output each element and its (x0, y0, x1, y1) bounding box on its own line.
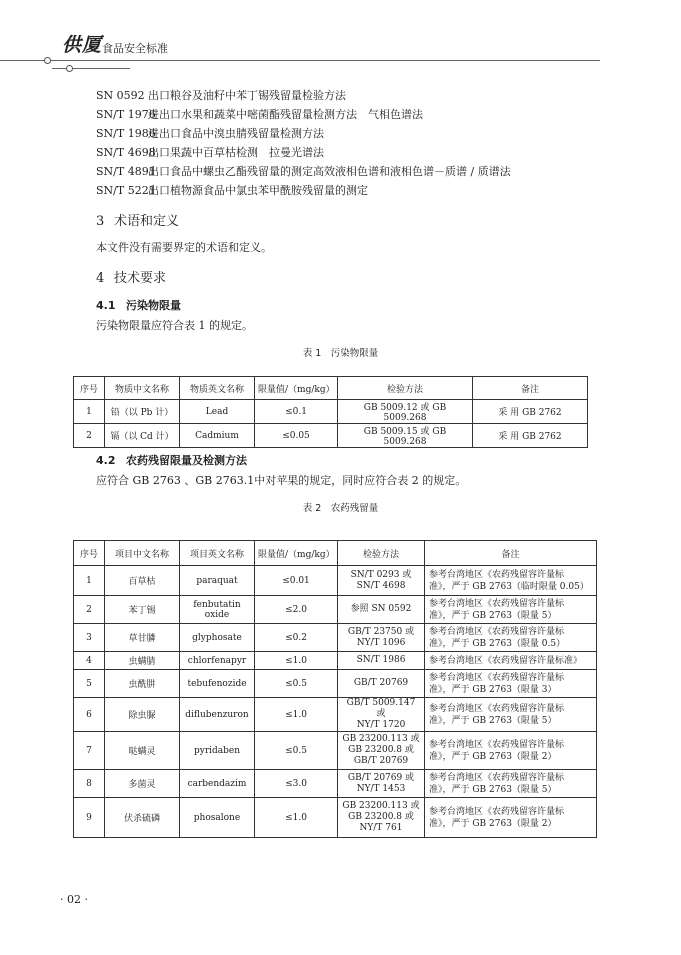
table-header-row (74, 541, 597, 566)
cell-method (338, 798, 425, 838)
cell-no: 6 (74, 698, 105, 732)
cell-method (338, 770, 425, 798)
cell-en-name: paraquat (180, 566, 255, 596)
cell-limit: ≤1.0 (255, 652, 338, 670)
method-line: NY/T 1720 (356, 720, 406, 730)
col-header: 备注 (425, 541, 597, 566)
cell-note (425, 652, 597, 670)
cell-no: 5 (74, 670, 105, 698)
table-row (74, 670, 597, 698)
cell-en-name: Cadmium (180, 424, 255, 448)
cell-cn-name: 虫酰肼 (105, 670, 180, 698)
header-ornament-dot (66, 65, 73, 72)
logo-text: 食品安全标准 (102, 42, 168, 55)
cell-note (425, 670, 597, 698)
reference-title: 出口果蔬中百草枯检测 拉曼光谱法 (148, 146, 324, 159)
page-header (0, 0, 681, 75)
cell-note (425, 732, 597, 770)
cell-note (425, 624, 597, 652)
method-line: SN/T 0293 或 (350, 569, 412, 580)
note-line: 准》，严于 GB 2763（限量 2） (429, 751, 557, 762)
section-4-2-heading (96, 452, 247, 468)
section-title: 术语和定义 (114, 214, 180, 229)
table-row (74, 698, 597, 732)
col-header: 备注 (473, 377, 588, 400)
reference-code: SN/T 1986 (96, 127, 156, 140)
cell-no: 2 (74, 596, 105, 624)
method-line: GB 23200.113 或 (342, 734, 420, 744)
reference-title: 出口食品中螺虫乙酯残留量的测定高效液相色谱和液相色谱－质谱 / 质谱法 (148, 165, 511, 178)
reference-code: SN/T 5221 (96, 184, 156, 197)
table-header-row (74, 377, 588, 400)
reference-title: 出口植物源食品中氯虫苯甲酰胺残留量的测定 (148, 184, 368, 197)
cell-method (338, 652, 425, 670)
reference-code: SN/T 4698 (96, 146, 156, 159)
note-line: 参考台湾地区《农药残留容许量标 (429, 626, 565, 637)
normative-references (96, 86, 511, 200)
table-1-caption: 表 1 污染物限量 (302, 348, 379, 359)
section-4-1-heading (96, 297, 181, 313)
note-line: 参考台湾地区《农药残留容许量标 (429, 569, 565, 580)
cell-en-name: carbendazim (180, 770, 255, 798)
col-header: 检验方法 (338, 541, 425, 566)
reference-code: SN/T 1976 (96, 108, 156, 121)
table-row (74, 400, 588, 424)
header-rule (0, 60, 600, 61)
cell-note (425, 566, 597, 596)
cell-note: 采 用 GB 2762 (473, 424, 588, 448)
cell-en-name: phosalone (180, 798, 255, 838)
table-1-contaminants (73, 376, 588, 448)
cell-method (338, 566, 425, 596)
cell-limit: ≤0.01 (255, 566, 338, 596)
cell-method (338, 596, 425, 624)
cell-en-name: Lead (180, 400, 255, 424)
cell-cn-name: 多菌灵 (105, 770, 180, 798)
cell-no: 4 (74, 652, 105, 670)
section-3-body: 本文件没有需要界定的术语和定义。 (96, 241, 272, 254)
col-header: 限量值/（mg/kg） (255, 541, 338, 566)
col-header: 检验方法 (338, 377, 473, 400)
col-header: 序号 (74, 377, 105, 400)
cell-en-name: chlorfenapyr (180, 652, 255, 670)
method-line: GB 23200.8 或 (348, 745, 414, 755)
cell-limit: ≤3.0 (255, 770, 338, 798)
cell-limit: ≤0.5 (255, 670, 338, 698)
cell-note: 采 用 GB 2762 (473, 400, 588, 424)
note-line: 准》，严于 GB 2763（限量 5） (429, 715, 557, 726)
note-line: 参考台湾地区《农药残留容许量标 (429, 703, 565, 714)
cell-method (338, 670, 425, 698)
note-line: 参考台湾地区《农药残留容许量标 (429, 806, 565, 817)
method-line: SN/T 4698 (356, 580, 406, 591)
section-3-heading (96, 210, 179, 229)
note-line: 参考台湾地区《农药残留容许量标 (429, 672, 565, 683)
col-header: 物质英文名称 (180, 377, 255, 400)
header-ornament-dot (44, 57, 51, 64)
method-line: SN/T 1986 (356, 655, 406, 665)
method-line: NY/T 761 (359, 823, 403, 833)
cell-no: 1 (74, 400, 105, 424)
section-4-1-body: 污染物限量应符合表 1 的规定。 (96, 319, 253, 332)
cell-no: 7 (74, 732, 105, 770)
cell-note (425, 798, 597, 838)
reference-row (96, 143, 511, 162)
logo-script: 供厦 (62, 34, 103, 56)
cell-limit: ≤0.2 (255, 624, 338, 652)
cell-note (425, 698, 597, 732)
table-row (74, 424, 588, 448)
note-line: 准》，严于 GB 2763（限量 3） (429, 684, 557, 695)
page-number: · 02 · (60, 893, 88, 906)
cell-method: GB 5009.15 或 GB 5009.268 (338, 424, 473, 448)
note-line: 参考台湾地区《农药残留容许量标准》 (429, 655, 583, 666)
note-line: 参考台湾地区《农药残留容许量标 (429, 739, 565, 750)
reference-title: 出口粮谷及油籽中苯丁锡残留量检验方法 (148, 89, 346, 102)
cell-limit: ≤0.05 (255, 424, 338, 448)
cell-no: 1 (74, 566, 105, 596)
reference-row (96, 181, 511, 200)
section-number: 4 (96, 271, 105, 286)
note-line: 准》，严于 GB 2763（限量 2） (429, 818, 557, 829)
section-title: 污染物限量 (126, 299, 181, 312)
cell-method (338, 624, 425, 652)
method-line: GB 23200.8 或 (348, 812, 414, 822)
cell-method (338, 698, 425, 732)
section-number: 4.2 (96, 454, 116, 467)
cell-cn-name: 镉（以 Cd 计） (105, 424, 180, 448)
cell-no: 2 (74, 424, 105, 448)
section-title: 农药残留限量及检测方法 (126, 454, 247, 467)
cell-note (425, 770, 597, 798)
table-2-pesticide-residues (73, 540, 597, 838)
cell-limit: ≤0.1 (255, 400, 338, 424)
note-line: 参考台湾地区《农药残留容许量标 (429, 598, 565, 609)
cell-limit: ≤2.0 (255, 596, 338, 624)
note-line: 参考台湾地区《农药残留容许量标 (429, 772, 565, 783)
table-2-caption: 表 2 农药残留量 (302, 503, 379, 514)
method-line: GB/T 5009.147 或 (346, 698, 416, 719)
table-row (74, 732, 597, 770)
cell-en-name: diflubenzuron (180, 698, 255, 732)
cell-en-name: fenbutatin oxide (180, 596, 255, 624)
cell-no: 8 (74, 770, 105, 798)
reference-row (96, 162, 511, 181)
cell-cn-name: 苯丁锡 (105, 596, 180, 624)
cell-cn-name: 伏杀硫磷 (105, 798, 180, 838)
section-4-2-body: 应符合 GB 2763 、GB 2763.1中对苹果的规定，同时应符合表 2 的规定。 (96, 474, 467, 487)
reference-title: 进出口水果和蔬菜中嘧菌酯残留量检测方法 气相色谱法 (148, 108, 423, 121)
method-line: GB/T 20769 (353, 678, 409, 688)
cell-method: GB 5009.12 或 GB 5009.268 (338, 400, 473, 424)
method-line: NY/T 1453 (356, 783, 406, 794)
cell-method (338, 732, 425, 770)
header-rule-short (52, 68, 130, 69)
reference-code: SN 0592 (96, 89, 145, 102)
col-header: 序号 (74, 541, 105, 566)
cell-limit: ≤0.5 (255, 732, 338, 770)
section-number: 3 (96, 214, 105, 229)
table-row (74, 596, 597, 624)
col-header: 物质中文名称 (105, 377, 180, 400)
note-line: 准》，严于 GB 2763（限量 5） (429, 610, 557, 621)
col-header: 项目中文名称 (105, 541, 180, 566)
method-line: GB/T 20769 或 (347, 772, 415, 783)
method-line: NY/T 1096 (356, 637, 406, 648)
cell-en-name: glyphosate (180, 624, 255, 652)
col-header: 项目英文名称 (180, 541, 255, 566)
cell-no: 3 (74, 624, 105, 652)
method-line: GB/T 20769 (353, 756, 409, 766)
cell-limit: ≤1.0 (255, 698, 338, 732)
reference-row (96, 105, 511, 124)
cell-en-name: pyridaben (180, 732, 255, 770)
section-title: 技术要求 (114, 271, 167, 286)
cell-cn-name: 草甘膦 (105, 624, 180, 652)
cell-cn-name: 铅（以 Pb 计） (105, 400, 180, 424)
cell-cn-name: 哒螨灵 (105, 732, 180, 770)
method-line: 参照 SN 0592 (350, 604, 412, 614)
section-number: 4.1 (96, 299, 116, 312)
table-row (74, 798, 597, 838)
note-line: 准》，严于 GB 2763（临时限量 0.05） (429, 581, 589, 592)
method-line: GB 23200.113 或 (342, 801, 420, 811)
cell-no: 9 (74, 798, 105, 838)
reference-row (96, 124, 511, 143)
col-header: 限量值/（mg/kg） (255, 377, 338, 400)
reference-code: SN/T 4891 (96, 165, 156, 178)
cell-limit: ≤1.0 (255, 798, 338, 838)
table-row (74, 624, 597, 652)
cell-note (425, 596, 597, 624)
cell-cn-name: 虫螨腈 (105, 652, 180, 670)
note-line: 准》，严于 GB 2763（限量 5） (429, 784, 557, 795)
cell-cn-name: 除虫脲 (105, 698, 180, 732)
cell-en-name: tebufenozide (180, 670, 255, 698)
note-line: 准》，严于 GB 2763（限量 0.5） (429, 638, 566, 649)
table-row (74, 566, 597, 596)
method-line: GB/T 23750 或 (347, 626, 415, 637)
reference-row (96, 86, 511, 105)
cell-cn-name: 百草枯 (105, 566, 180, 596)
reference-title: 进出口食品中溴虫腈残留量检测方法 (148, 127, 324, 140)
table-row (74, 652, 597, 670)
table-row (74, 770, 597, 798)
section-4-heading (96, 267, 166, 286)
